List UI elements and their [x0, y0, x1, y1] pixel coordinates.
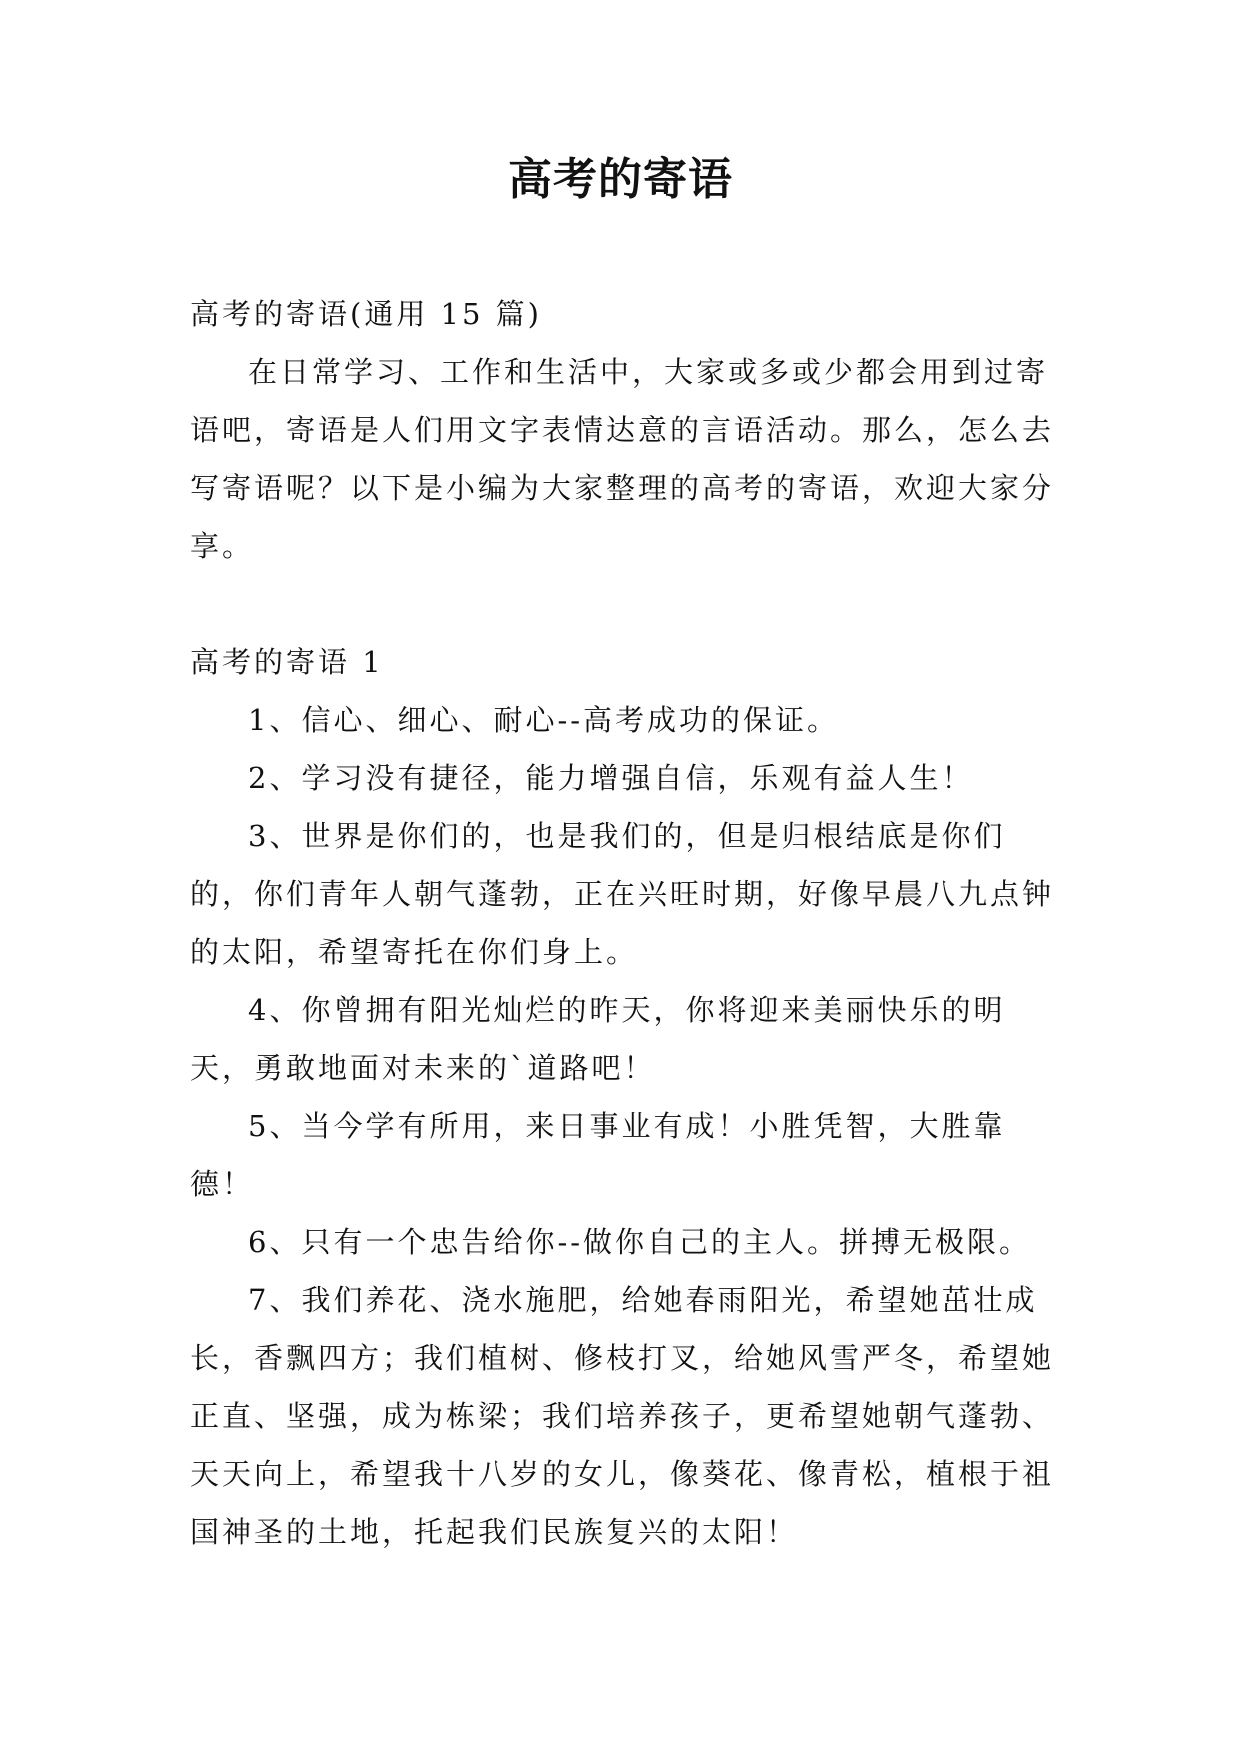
- list-item: 6、只有一个忠告给你--做你自己的主人。拼搏无极限。: [248, 1225, 1032, 1259]
- intro-paragraph: 在日常学习、工作和生活中，大家或多或少都会用到过寄语吧，寄语是人们用文字表情达意的言语活动。那么，怎么去写寄语呢？以下是小编为大家整理的高考的寄语，欢迎大家分享。: [190, 355, 1055, 563]
- section-heading: 高考的寄语 1: [190, 645, 384, 679]
- document-title: 高考的寄语: [508, 154, 733, 205]
- paragraph-gap: [190, 575, 1060, 633]
- document-subtitle: 高考的寄语(通用 15 篇): [190, 297, 542, 331]
- list-item: 3、世界是你们的，也是我们的，但是归根结底是你们的，你们青年人朝气蓬勃，正在兴旺时期，好像早晨八九点钟的太阳，希望寄托在你们身上。: [190, 819, 1055, 969]
- document-body: [190, 285, 1060, 1561]
- list-item: 5、当今学有所用，来日事业有成！小胜凭智，大胜靠德！: [190, 1109, 1006, 1201]
- list-item: 7、我们养花、浇水施肥，给她春雨阳光，希望她茁壮成长，香飘四方；我们植树、修枝打叉，给她风雪严冬，希望她正直、坚强，成为栋梁；我们培养孩子，更希望她朝气蓬勃、天天向上，希望我十八岁的女儿，像葵花、像青松，植根于祖国神圣的土地，托起我们民族复兴的太阳！: [190, 1283, 1055, 1549]
- list-item: 1、信心、细心、耐心--高考成功的保证。: [248, 703, 840, 737]
- list-item: 4、你曾拥有阳光灿烂的昨天，你将迎来美丽快乐的明天，勇敢地面对未来的`道路吧！: [190, 993, 1006, 1085]
- list-item: 2、学习没有捷径，能力增强自信，乐观有益人生！: [248, 761, 974, 795]
